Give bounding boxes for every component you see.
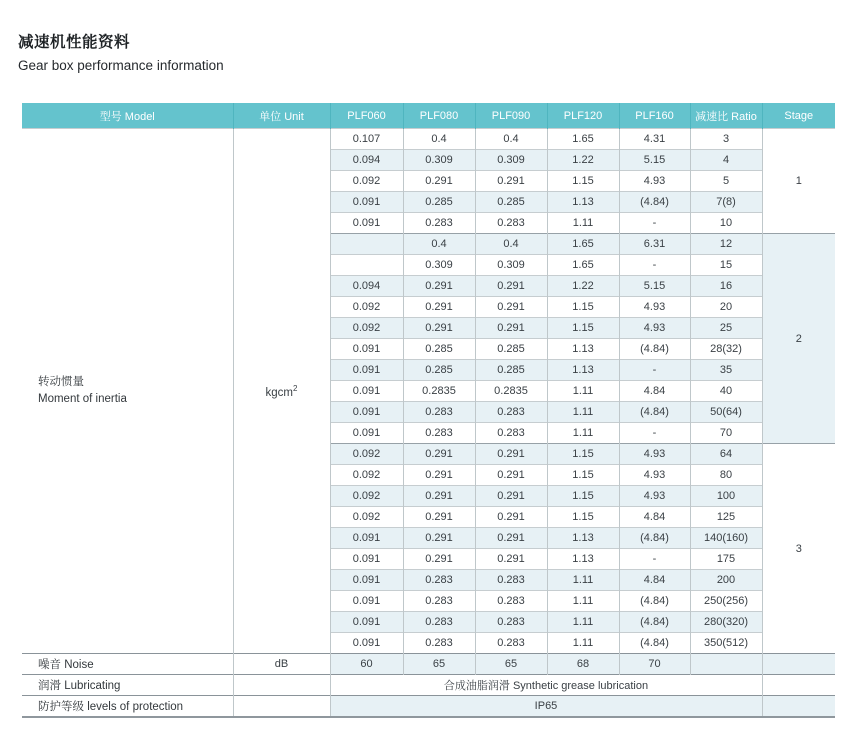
value-cell: 0.283 [403, 591, 475, 612]
value-cell: 0.283 [403, 213, 475, 234]
value-cell: 0.291 [403, 297, 475, 318]
value-cell: 0.091 [330, 192, 403, 213]
value-cell: - [619, 423, 690, 444]
value-cell: 4.93 [619, 297, 690, 318]
value-cell: 0.092 [330, 486, 403, 507]
value-cell: 0.283 [403, 402, 475, 423]
table-body [22, 129, 835, 718]
value-cell: (4.84) [619, 633, 690, 654]
value-cell: 4.84 [619, 570, 690, 591]
gearbox-performance-table [22, 103, 835, 718]
header-row [22, 103, 835, 129]
value-cell: 0.291 [475, 528, 547, 549]
value-cell: 4.93 [619, 444, 690, 465]
value-cell: 1.11 [547, 381, 619, 402]
noise-value-cell: 65 [403, 654, 475, 675]
noise-stage-cell [762, 654, 835, 675]
inertia-row-label [22, 129, 233, 654]
protection-unit-cell [233, 696, 330, 718]
value-cell: 0.091 [330, 381, 403, 402]
value-cell: 1.15 [547, 318, 619, 339]
col-header-plf160: PLF160 [619, 103, 690, 129]
stage-cell: 1 [762, 129, 835, 234]
value-cell: 0.283 [403, 423, 475, 444]
value-cell: 0.291 [403, 549, 475, 570]
noise-value-cell: 60 [330, 654, 403, 675]
ratio-cell: 250(256) [690, 591, 762, 612]
protection-row [22, 696, 835, 718]
value-cell: 0.291 [403, 465, 475, 486]
ratio-cell: 7(8) [690, 192, 762, 213]
value-cell: 1.22 [547, 276, 619, 297]
value-cell: (4.84) [619, 339, 690, 360]
ratio-cell: 25 [690, 318, 762, 339]
value-cell [330, 234, 403, 255]
value-cell: 0.291 [475, 507, 547, 528]
value-cell: 0.283 [475, 402, 547, 423]
noise-label: 噪音 Noise [22, 654, 233, 675]
value-cell: 1.15 [547, 507, 619, 528]
value-cell: 1.11 [547, 423, 619, 444]
value-cell: 1.65 [547, 234, 619, 255]
value-cell: 0.091 [330, 549, 403, 570]
value-cell: 1.11 [547, 591, 619, 612]
value-cell: 0.094 [330, 276, 403, 297]
inertia-unit-cell [233, 129, 330, 654]
value-cell [330, 255, 403, 276]
value-cell: 1.65 [547, 129, 619, 150]
noise-value-cell: 70 [619, 654, 690, 675]
ratio-cell: 125 [690, 507, 762, 528]
ratio-cell: 20 [690, 297, 762, 318]
value-cell: 4.93 [619, 171, 690, 192]
value-cell: 0.285 [403, 360, 475, 381]
ratio-cell: 5 [690, 171, 762, 192]
value-cell: - [619, 213, 690, 234]
ratio-cell: 64 [690, 444, 762, 465]
value-cell: 1.22 [547, 150, 619, 171]
value-cell: 0.092 [330, 171, 403, 192]
value-cell: 4.84 [619, 507, 690, 528]
value-cell: 0.291 [475, 276, 547, 297]
value-cell: 0.2835 [403, 381, 475, 402]
value-cell: 1.15 [547, 297, 619, 318]
lubricating-row [22, 675, 835, 696]
value-cell: 4.93 [619, 465, 690, 486]
col-header-plf080: PLF080 [403, 103, 475, 129]
value-cell: 0.291 [403, 318, 475, 339]
col-header-unit: 单位 Unit [233, 103, 330, 129]
value-cell: 0.283 [475, 570, 547, 591]
value-cell: 0.285 [475, 339, 547, 360]
value-cell: 0.4 [475, 234, 547, 255]
value-cell: 0.291 [403, 171, 475, 192]
value-cell: 1.13 [547, 192, 619, 213]
value-cell: 1.13 [547, 528, 619, 549]
value-cell: 0.283 [403, 570, 475, 591]
value-cell: 0.091 [330, 213, 403, 234]
ratio-cell: 35 [690, 360, 762, 381]
value-cell: 1.65 [547, 255, 619, 276]
inertia-label-zh: 转动惯量 [38, 376, 84, 388]
ratio-cell: 140(160) [690, 528, 762, 549]
noise-value-cell: 65 [475, 654, 547, 675]
ratio-cell: 280(320) [690, 612, 762, 633]
value-cell: 0.291 [403, 528, 475, 549]
protection-value-cell: IP65 [330, 696, 762, 718]
value-cell: 1.13 [547, 339, 619, 360]
value-cell: 0.291 [475, 486, 547, 507]
value-cell: 0.283 [475, 591, 547, 612]
value-cell: 0.091 [330, 633, 403, 654]
ratio-cell: 4 [690, 150, 762, 171]
value-cell: (4.84) [619, 192, 690, 213]
protection-label: 防护等级 levels of protection [22, 696, 233, 718]
value-cell: 5.15 [619, 276, 690, 297]
value-cell: 0.309 [475, 255, 547, 276]
value-cell: 0.291 [475, 297, 547, 318]
ratio-cell: 70 [690, 423, 762, 444]
value-cell: 4.93 [619, 318, 690, 339]
value-cell: 0.4 [403, 234, 475, 255]
lubricating-stage-cell [762, 675, 835, 696]
value-cell: 0.291 [403, 507, 475, 528]
value-cell: 0.091 [330, 528, 403, 549]
col-header-ratio: 减速比 Ratio [690, 103, 762, 129]
ratio-cell: 50(64) [690, 402, 762, 423]
value-cell: 0.4 [475, 129, 547, 150]
value-cell: 0.091 [330, 360, 403, 381]
value-cell: (4.84) [619, 612, 690, 633]
ratio-cell: 3 [690, 129, 762, 150]
ratio-cell: 40 [690, 381, 762, 402]
value-cell: 0.092 [330, 318, 403, 339]
value-cell: 0.285 [475, 192, 547, 213]
col-header-plf120: PLF120 [547, 103, 619, 129]
value-cell: 1.15 [547, 171, 619, 192]
value-cell: 0.283 [403, 612, 475, 633]
ratio-cell: 100 [690, 486, 762, 507]
value-cell: 6.31 [619, 234, 690, 255]
value-cell: 0.283 [475, 423, 547, 444]
value-cell: 0.291 [475, 444, 547, 465]
value-cell: 0.283 [475, 213, 547, 234]
value-cell: (4.84) [619, 402, 690, 423]
value-cell: 0.309 [403, 150, 475, 171]
value-cell: 1.11 [547, 402, 619, 423]
value-cell: 0.092 [330, 444, 403, 465]
page-title-en: Gear box performance information [18, 58, 224, 73]
value-cell: 0.285 [403, 339, 475, 360]
stage-cell: 2 [762, 234, 835, 444]
inertia-label-en: Moment of inertia [38, 393, 127, 405]
lubricating-label: 润滑 Lubricating [22, 675, 233, 696]
value-cell: 1.11 [547, 570, 619, 591]
lubricating-unit-cell [233, 675, 330, 696]
col-header-plf060: PLF060 [330, 103, 403, 129]
value-cell: 0.309 [403, 255, 475, 276]
value-cell: 0.4 [403, 129, 475, 150]
value-cell: 0.091 [330, 423, 403, 444]
value-cell: - [619, 549, 690, 570]
value-cell: 1.11 [547, 633, 619, 654]
value-cell: - [619, 255, 690, 276]
col-header-plf090: PLF090 [475, 103, 547, 129]
value-cell: 0.2835 [475, 381, 547, 402]
ratio-cell: 28(32) [690, 339, 762, 360]
value-cell: 0.091 [330, 570, 403, 591]
value-cell: 0.309 [475, 150, 547, 171]
value-cell: 0.094 [330, 150, 403, 171]
noise-unit-cell: dB [233, 654, 330, 675]
value-cell: 0.091 [330, 339, 403, 360]
value-cell: 0.291 [475, 549, 547, 570]
lubricating-value-cell: 合成油脂润滑 Synthetic grease lubrication [330, 675, 762, 696]
col-header-model: 型号 Model [22, 103, 233, 129]
value-cell: 1.13 [547, 549, 619, 570]
value-cell: 0.291 [475, 171, 547, 192]
col-header-stage: Stage [762, 103, 835, 129]
value-cell: 0.291 [475, 318, 547, 339]
value-cell: (4.84) [619, 591, 690, 612]
value-cell: 0.283 [403, 633, 475, 654]
value-cell: 0.107 [330, 129, 403, 150]
value-cell: 0.092 [330, 297, 403, 318]
value-cell: 4.84 [619, 381, 690, 402]
protection-stage-cell [762, 696, 835, 718]
value-cell: 0.285 [403, 192, 475, 213]
ratio-cell: 175 [690, 549, 762, 570]
value-cell: 0.283 [475, 612, 547, 633]
value-cell: 4.31 [619, 129, 690, 150]
value-cell: 5.15 [619, 150, 690, 171]
value-cell: 1.15 [547, 465, 619, 486]
value-cell: 0.291 [403, 444, 475, 465]
value-cell: 0.091 [330, 402, 403, 423]
noise-row [22, 654, 835, 675]
value-cell: 0.291 [403, 486, 475, 507]
value-cell: 0.291 [403, 276, 475, 297]
unit-text: kgcm [265, 386, 294, 399]
ratio-cell: 12 [690, 234, 762, 255]
value-cell: 1.11 [547, 612, 619, 633]
value-cell: 4.93 [619, 486, 690, 507]
ratio-cell: 80 [690, 465, 762, 486]
value-cell: 0.091 [330, 591, 403, 612]
value-cell: 1.15 [547, 444, 619, 465]
ratio-cell: 10 [690, 213, 762, 234]
ratio-cell: 16 [690, 276, 762, 297]
value-cell: - [619, 360, 690, 381]
value-cell: 1.15 [547, 486, 619, 507]
noise-ratio-cell [690, 654, 762, 675]
value-cell: 0.291 [475, 465, 547, 486]
value-cell: 0.283 [475, 633, 547, 654]
page-title-zh: 减速机性能资料 [18, 34, 131, 51]
value-cell: 0.091 [330, 612, 403, 633]
value-cell: 1.11 [547, 213, 619, 234]
value-cell: 0.285 [475, 360, 547, 381]
stage-cell: 3 [762, 444, 835, 654]
value-cell: 0.092 [330, 465, 403, 486]
value-cell: 1.13 [547, 360, 619, 381]
ratio-cell: 200 [690, 570, 762, 591]
inertia-row [22, 129, 835, 150]
unit-superscript: 2 [293, 383, 298, 393]
value-cell: 0.092 [330, 507, 403, 528]
value-cell: (4.84) [619, 528, 690, 549]
ratio-cell: 15 [690, 255, 762, 276]
noise-value-cell: 68 [547, 654, 619, 675]
ratio-cell: 350(512) [690, 633, 762, 654]
